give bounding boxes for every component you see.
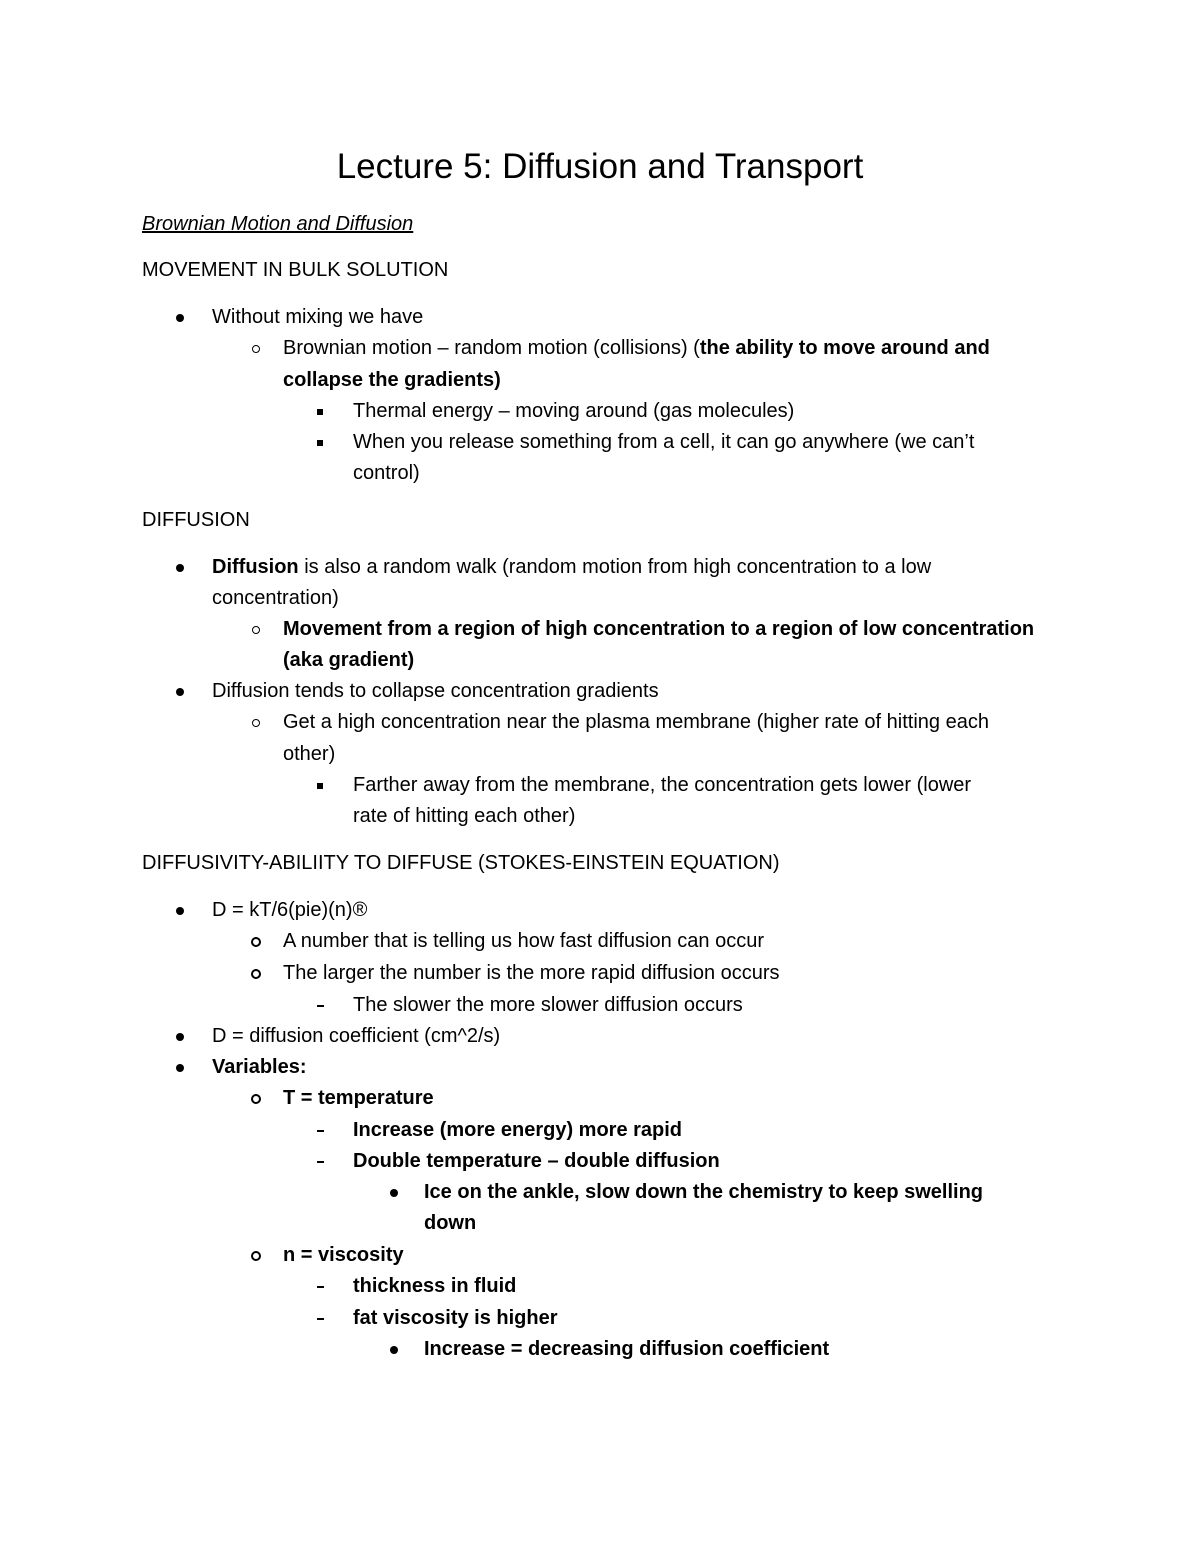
bullet-disc-icon bbox=[170, 1022, 190, 1050]
list-item-continuation: control) bbox=[353, 462, 420, 484]
list-item-continuation: collapse the gradients) bbox=[283, 369, 501, 391]
bullet-circle-icon bbox=[246, 1241, 266, 1269]
bullet-circle-icon bbox=[246, 334, 266, 362]
list-item-continuation: (aka gradient) bbox=[283, 649, 415, 671]
section-subtitle: Brownian Motion and Diffusion bbox=[142, 213, 414, 235]
list-item: Thermal energy – moving around (gas molecules) bbox=[353, 400, 795, 422]
list-item: T = temperature bbox=[283, 1087, 434, 1109]
list-item: Diffusion tends to collapse concentration gradients bbox=[212, 680, 659, 702]
bullet-circle-icon bbox=[246, 1084, 266, 1112]
bullet-dash-icon bbox=[310, 1116, 330, 1144]
bullet-disc-icon bbox=[384, 1178, 404, 1206]
bullet-square-icon bbox=[310, 771, 330, 799]
list-item: Increase = decreasing diffusion coefficient bbox=[424, 1338, 830, 1360]
list-item: Variables: bbox=[212, 1056, 307, 1078]
bullet-circle-icon bbox=[246, 615, 266, 643]
bullet-square-icon bbox=[310, 428, 330, 456]
bullet-dash-icon bbox=[310, 991, 330, 1019]
list-item-continuation: concentration) bbox=[212, 587, 339, 609]
bullet-circle-icon bbox=[246, 927, 266, 955]
bullet-disc-icon bbox=[170, 677, 190, 705]
bullet-disc-icon bbox=[384, 1335, 404, 1363]
list-item: Farther away from the membrane, the concentration gets lower (lower bbox=[353, 774, 972, 796]
list-item-continuation: down bbox=[424, 1212, 477, 1234]
bullet-disc-icon bbox=[170, 896, 190, 924]
list-item-continuation: other) bbox=[283, 743, 336, 765]
list-item: thickness in fluid bbox=[353, 1275, 517, 1297]
list-item: The slower the more slower diffusion occurs bbox=[353, 994, 743, 1016]
list-item: Get a high concentration near the plasma membrane (higher rate of hitting each bbox=[283, 711, 989, 733]
section-heading: MOVEMENT IN BULK SOLUTION bbox=[142, 259, 449, 281]
list-item: Increase (more energy) more rapid bbox=[353, 1119, 683, 1141]
section-heading: DIFFUSION bbox=[142, 509, 250, 531]
list-item-bold-text: Diffusion bbox=[212, 556, 299, 578]
bullet-disc-icon bbox=[170, 303, 190, 331]
bullet-dash-icon bbox=[310, 1272, 330, 1300]
page-title: Lecture 5: Diffusion and Transport bbox=[336, 147, 864, 186]
section-heading: DIFFUSIVITY-ABILIITY TO DIFFUSE (STOKES-EINSTEIN EQUATION) bbox=[142, 852, 780, 874]
list-item: fat viscosity is higher bbox=[353, 1307, 558, 1329]
bullet-square-icon bbox=[310, 397, 330, 425]
list-item: Ice on the ankle, slow down the chemistry to keep swelling bbox=[424, 1181, 984, 1203]
list-item-text: Brownian motion – random motion (collisions) ( bbox=[283, 337, 700, 359]
list-item: D = kT/6(pie)(n)® bbox=[212, 899, 368, 921]
list-item bbox=[212, 553, 931, 581]
bullet-dash-icon bbox=[310, 1147, 330, 1175]
list-item: The larger the number is the more rapid diffusion occurs bbox=[283, 962, 780, 984]
bullet-circle-icon bbox=[246, 708, 266, 736]
list-item: A number that is telling us how fast diffusion can occur bbox=[283, 930, 765, 952]
list-item-text: is also a random walk (random motion from high concentration to a low bbox=[298, 556, 932, 578]
list-item: n = viscosity bbox=[283, 1244, 404, 1266]
bullet-disc-icon bbox=[170, 1053, 190, 1081]
list-item bbox=[283, 334, 990, 362]
list-item: Movement from a region of high concentration to a region of low concentration bbox=[283, 618, 1035, 640]
list-item-continuation: rate of hitting each other) bbox=[353, 805, 576, 827]
bullet-disc-icon bbox=[170, 553, 190, 581]
list-item: Without mixing we have bbox=[212, 306, 424, 328]
list-item: When you release something from a cell, it can go anywhere (we can’t bbox=[353, 431, 975, 453]
bullet-dash-icon bbox=[310, 1304, 330, 1332]
list-item: D = diffusion coefficient (cm^2/s) bbox=[212, 1025, 501, 1047]
list-item: Double temperature – double diffusion bbox=[353, 1150, 720, 1172]
list-item-bold-text: the ability to move around and bbox=[699, 337, 990, 359]
bullet-circle-icon bbox=[246, 959, 266, 987]
